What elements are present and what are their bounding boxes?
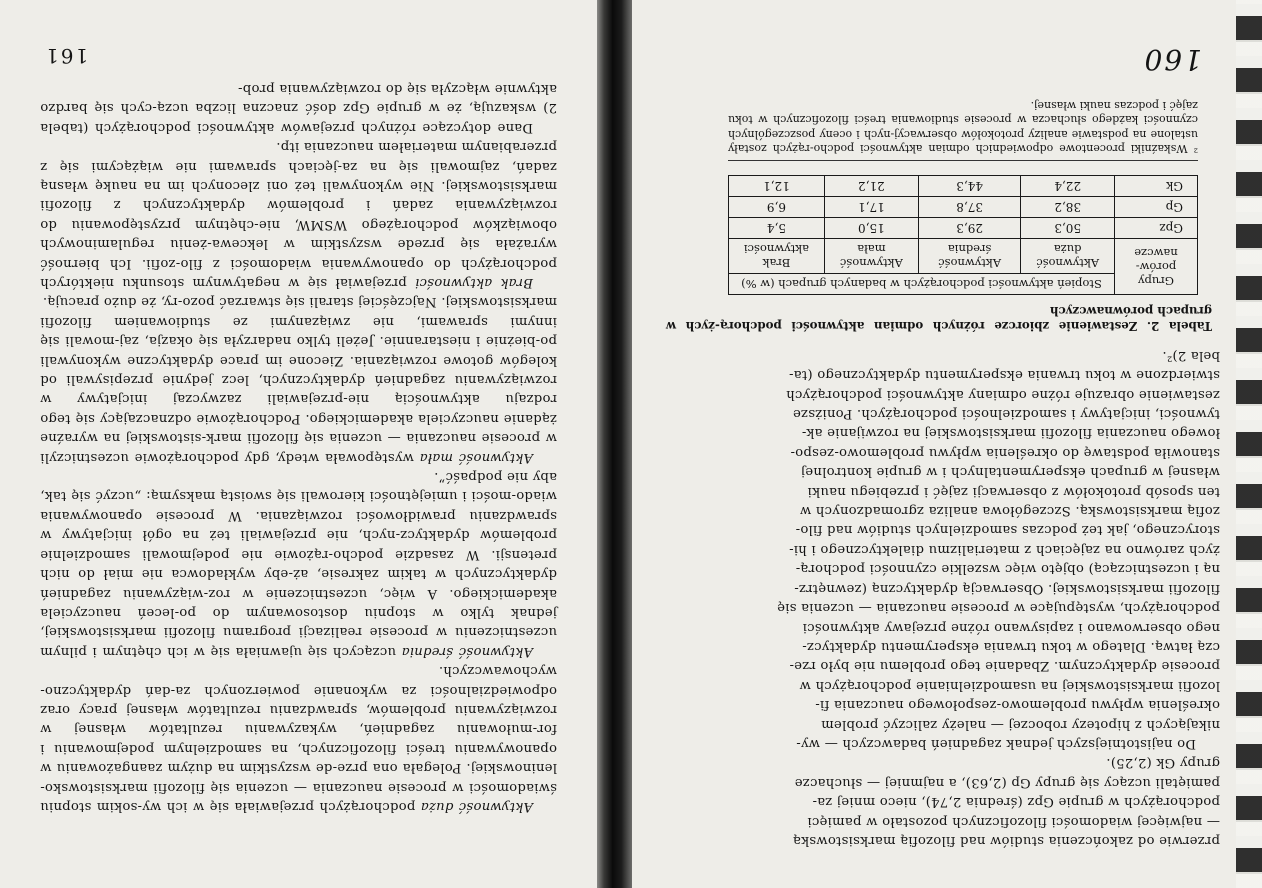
- column-header: Aktywność mała: [824, 239, 918, 274]
- text-line: podchorążych w grupie Gpz (średnia 2,74), nieco mniej za-: [812, 794, 1220, 810]
- text-line: tywności, inicjatywy i samodzielności podchorążych. Poniższe: [792, 406, 1220, 422]
- text-line: ten sposób protokołów z obserwacji zajęć i przebiegu nauki: [807, 483, 1220, 499]
- activity-table: [728, 175, 1198, 295]
- text-line: przerwie od zakończenia studiów nad filozofią marksistowską: [792, 833, 1220, 848]
- paragraph-grade-recall: [666, 753, 1220, 850]
- group-column-header: Grupy porów-nawcze: [1115, 239, 1198, 295]
- value-cell: 29,3: [918, 218, 1021, 239]
- table-row: [729, 176, 1198, 197]
- value-cell: 21,2: [824, 176, 918, 197]
- right-page: [0, 0, 597, 888]
- group-cell: Gpz: [1115, 218, 1198, 239]
- page-number-right: 161: [44, 44, 89, 68]
- value-cell: 38,2: [1021, 197, 1115, 218]
- value-cell: 37,8: [918, 197, 1021, 218]
- text-line: filozofii marksistowskiej. Obserwacją dydaktyczną (zewnętrz-: [794, 580, 1220, 596]
- text-line: stwierdzone w toku trwania eksperymentu dydaktycznego (ta-: [788, 367, 1220, 383]
- text-line: łowego nauczania filozofii marksistowskiej na rozwijanie ak-: [801, 425, 1220, 441]
- text-line: nikających z hipotezy roboczej — należy zaliczyć problem: [820, 716, 1220, 732]
- super-header: Stopień aktywności podchorążych w badanych grupach (w %): [729, 274, 1115, 295]
- term-medium-activity: Aktywność średnia: [401, 643, 533, 659]
- term-low-activity: Aktywność mała: [419, 449, 533, 465]
- left-page: [632, 0, 1262, 888]
- text-line: żych zarówno na zajęciach z materializmu dialektycznego i hi-: [788, 541, 1220, 557]
- text-line: ną i uczestniczącą) objęto więc wszelkie czynności podchorą-: [795, 561, 1220, 577]
- table-row: [729, 197, 1198, 218]
- text-line: Do najistotniejszych jednak zagadnień badawczych — wy-: [796, 735, 1196, 751]
- paragraph-low-activity: [40, 292, 557, 467]
- text-line: stanowiła podstawę do określenia wpływu problemowo-zespo-: [790, 444, 1220, 460]
- paragraph-high-activity: [40, 661, 557, 816]
- paragraph-activity-data: Dane dotyczące różnych przejawów aktywności podchorążych (tabela 2) wskazują, że w grupie Gpz dość znaczna liczba uczą-cych się bardzo aktywnie włączyła się do rozwiązywania prob-: [40, 80, 557, 135]
- column-header: Brak aktywności: [729, 239, 825, 274]
- paragraph-text: podchorążych przejawiała się w ich wy-sokim stopniu świadomości w procesie nauczania — uczenia się filozofii marksistowsko-leninowskiej. Polegała ona prze-de wszystkim na dużym zaangażowaniu w opanowywaniu treści filozoficznych, na samodzielnym podejmowaniu i for-mułowaniu zagadnień, wykazywaniu rezultatów własnej w rozwiązywaniu problemów, sprawdzaniu rezultatów własnej pracy oraz odpowiedzialności za wykonanie powierzonych za-dań dydaktyczno-wychowawczych.: [39, 663, 557, 814]
- paragraph-no-activity: [40, 137, 557, 292]
- table-caption: [666, 303, 1220, 333]
- text-line: czą łatwą. Dlatego w toku trwania eksperymentu dydaktycz-: [802, 638, 1220, 654]
- text-line: grupy Gk (2,25).: [1106, 755, 1220, 771]
- term-no-activity: Brak aktywności: [414, 275, 533, 291]
- term-high-activity: Aktywność duża: [420, 799, 533, 814]
- text-line: własnej w grupach eksperymentalnych i w grupie kontrolnej: [800, 464, 1220, 480]
- book-gutter: [597, 0, 632, 888]
- value-cell: 5,4: [729, 218, 825, 239]
- value-cell: 50,3: [1021, 218, 1115, 239]
- text-line: zofią marksistowską. Szczegółowa analiza zgromadzonych w: [799, 503, 1220, 519]
- group-cell: Gp: [1115, 197, 1198, 218]
- text-line: — najwięcej wiadomości filozoficznych pozostało w pamięci: [807, 813, 1220, 829]
- paragraph-research-problem: [666, 345, 1220, 753]
- paragraph-medium-activity: [40, 467, 557, 661]
- text-line: lozofii marksistowskiej na usamodzielnianie podchorążych w: [799, 677, 1220, 693]
- text-line: zestawienie obrazuje różne odmiany aktywności podchorążych: [785, 386, 1220, 402]
- table-header-row: [729, 274, 1198, 295]
- table-row: [729, 218, 1198, 239]
- paragraph-text: uczących się ujawniała się w ich chętnym i pilnym uczestniczeniu w procesie realizacji programu filozofii marksistowskiej, jednak tylko w stopniu dostosowanym do po-leceń nauczyciela akademickiego. A więc, uczestniczenie w roz-wiązywaniu zagadnień dydaktycznych w takim zakresie, aż-eby wykładowca nie miał do nich pretensji. W zasadzie podcho-rążowie nie podejmowali samodzielnie problemów dydaktycz-nych, nie przejawiali też na ogół inicjatywy w sprawdzaniu prawidłowości rozwiązania. W procesie opanowywania wiado-mości i umiejętności kierowali się swoistą maksymą: „uczyć się tak, aby nie podpaść”.: [40, 469, 557, 659]
- text-line: storycznego, jak też podczas samodzielnych studiów nad filo-: [795, 522, 1220, 538]
- value-cell: 22,4: [1021, 176, 1115, 197]
- value-cell: 44,3: [918, 176, 1021, 197]
- text-line: bela 2)².: [1162, 347, 1220, 363]
- paragraph-text: występowała wtedy, gdy podchorążowie uczestniczyli w procesie nauczania — uczenia się filozofii mark-sistowskiej na wyraźne żądanie nauczyciela akademickiego. Podchorążowie odznaczający się tego rodzaju aktywnością nie-przejawiali zazwyczaj inicjatywy w rozwiązywaniu zagadnień dydaktycznych, lecz jedynie przepisywali od kolegów gotowe rozwiązania. Ziecone im prace dydaktyczne wykonywali po-bieżnie i niestarannie. Jeżeli tylko nadarzyła się okazja, zaj-mowali się innymi sprawami, nie związanymi ze studiowaniem filozofii marksistowskiej. Najczęściej starali się stwarzać pozo-ry, że dużo pracują.: [40, 294, 557, 465]
- value-cell: 17,1: [824, 197, 918, 218]
- table-caption-text: Zestawienie zbiorcze różnych odmian aktywności podchorą-żych w grupach porównawczych: [665, 304, 1212, 334]
- group-cell: Gk: [1115, 176, 1198, 197]
- paragraph-text: przejawiał się w negatywnym stosunku niektórych podchorążych do opanowywania wiadomości z filo-zofii. Ich bierność wyrażała się przede wszystkim w lekcewa-żeniu regulaminowych obowiązków podchorążego WSMW, nie-chętnym przystępowaniu do rozwiązywania zadań i problemów dydaktycznych z filozofii marksistowskiej. Nie wykonywali też oni zleconych im na naukę własną zadań, zajmowali się na za-jęciach sprawami nie wiążącymi się z przerabianym materiałem nauczania itp.: [40, 139, 557, 291]
- text-line: procesie dydaktycznym. Zbadanie tego problemu nie było rze-: [789, 658, 1220, 674]
- value-cell: 15,0: [824, 218, 918, 239]
- page-number-left: 160: [1142, 43, 1202, 76]
- column-header: Aktywność duża: [1021, 239, 1115, 274]
- value-cell: 6,9: [729, 197, 825, 218]
- text-line: pamiętali uczący się grupy Gp (2,63), a najmniej — słuchacze: [794, 774, 1220, 790]
- value-cell: 12,1: [729, 176, 825, 197]
- text-line: podchorążych, występujące w procesie nauczania — uczenia się: [776, 600, 1220, 616]
- text-line: określenia wpływu problemowo-zespołowego nauczania fi-: [815, 697, 1220, 713]
- page-edge-stack: [1236, 0, 1262, 888]
- column-header: Aktywność średnia: [918, 239, 1021, 274]
- text-line: nego obserwowano i zapisywano różne przejawy aktywności: [802, 619, 1220, 635]
- table-caption-label: Tabela 2.: [1146, 319, 1212, 334]
- footnote: ² Wskaźniki procentowe odpowiednich odmian aktywności podcho-rążych zostały ustalone na podstawie analizy protokołów obserwacyj-nych i oceny poszczególnych czynności każdego słuchacza w procesie studiowania treści filozoficznych w toku zajęć i podczas nauki własnej.: [728, 97, 1198, 161]
